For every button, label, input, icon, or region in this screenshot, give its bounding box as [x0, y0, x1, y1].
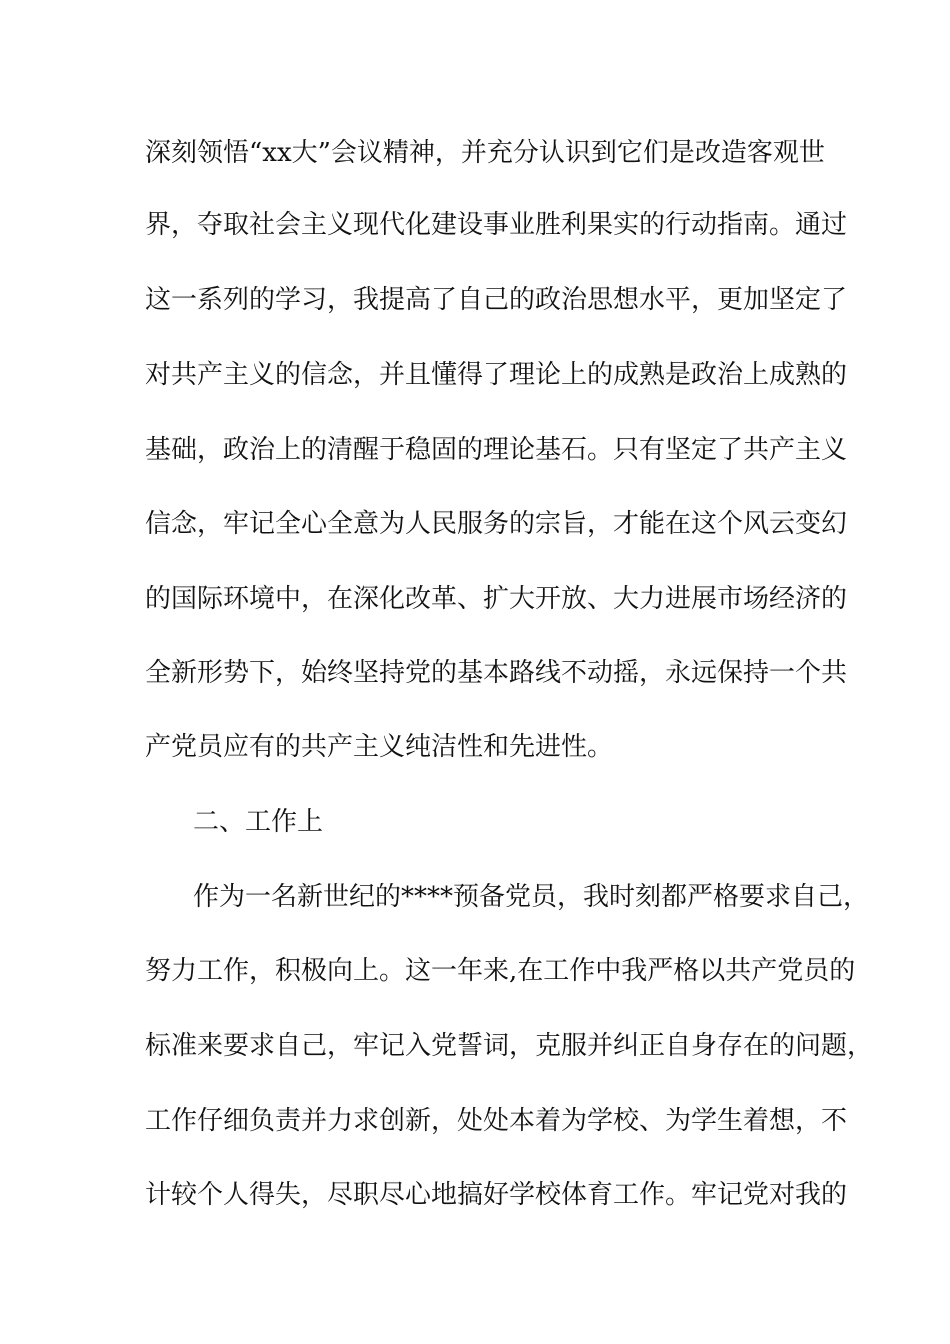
- paragraph-line: 工作仔细负责并力求创新，处处本着为学校、为学生着想，不: [145, 1106, 848, 1136]
- paragraph-line: 这一系列的学习，我提高了自己的政治思想水平，更加坚定了: [145, 285, 848, 315]
- paragraph-line: 界，夺取社会主义现代化建设事业胜利果实的行动指南。通过: [145, 210, 848, 240]
- paragraph-line: 标准来要求自己，牢记入党誓词，克服并纠正自身存在的问题，: [145, 1031, 874, 1061]
- paragraph-line: 计较个人得失，尽职尽心地搞好学校体育工作。牢记党对我的: [145, 1180, 848, 1210]
- paragraph-line: 作为一名新世纪的****预备党员，我时刻都严格要求自己，: [193, 882, 870, 912]
- paragraph-line: 基础，政治上的清醒于稳固的理论基石。只有坚定了共产主义: [145, 435, 848, 465]
- paragraph-line: 产党员应有的共产主义纯洁性和先进性。: [145, 732, 614, 762]
- paragraph-line: 全新形势下，始终坚持党的基本路线不动摇，永远保持一个共: [145, 658, 848, 688]
- paragraph-line: 信念，牢记全心全意为人民服务的宗旨，才能在这个风云变幻: [145, 509, 848, 539]
- section-heading: 二、工作上: [193, 807, 324, 837]
- paragraph-line: 深刻领悟“xx大”会议精神，并充分认识到它们是改造客观世: [145, 138, 825, 168]
- paragraph-line: 的国际环境中，在深化改革、扩大开放、大力进展市场经济的: [145, 584, 848, 614]
- paragraph-line: 努力工作，积极向上。这一年来,在工作中我严格以共产党员的: [145, 956, 856, 986]
- paragraph-line: 对共产主义的信念，并且懂得了理论上的成熟是政治上成熟的: [145, 360, 848, 390]
